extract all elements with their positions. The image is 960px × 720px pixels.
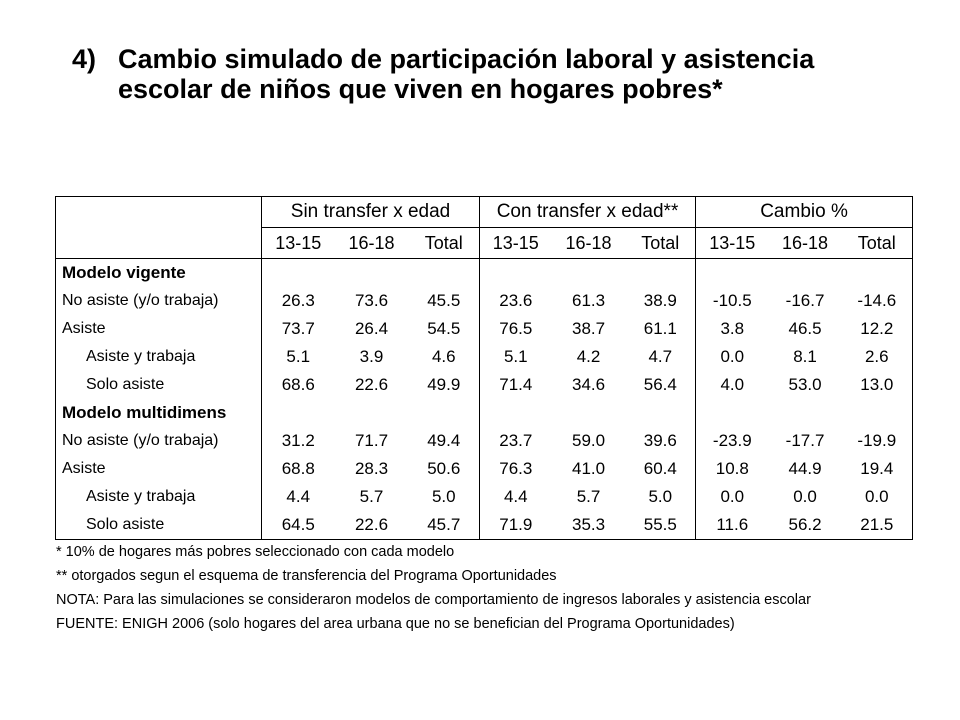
table-cell: 46.5 [788,319,822,338]
table-cell: 45.5 [409,287,480,315]
table-cell: 50.6 [409,455,480,483]
header-corner [56,197,262,228]
table-cell: 31.2 [281,431,315,450]
table-cell: 38.7 [571,319,606,338]
table-cell: 12.2 [842,315,913,343]
footnotes [56,540,936,636]
table-cell: 0.0 [720,347,745,366]
footnote: ** otorgados segun el esquema de transferencia del Programa Oportunidades [56,568,557,584]
table-cell: 71.7 [354,431,389,450]
table-cell: 5.0 [409,483,480,511]
table-cell: 68.6 [281,375,315,394]
table-row [56,511,913,540]
section-title: Modelo vigente [56,259,262,288]
results-table [55,196,913,540]
table-cell: 19.4 [842,455,913,483]
subheader-cell: Total [409,228,480,259]
table-cell: 3.8 [720,319,745,338]
table-cell: 76.5 [499,319,533,338]
table-cell: 56.2 [769,511,842,540]
subheader-cell: 13-15 [262,228,335,259]
row-label: Solo asiste [56,371,262,399]
table-cell: 49.9 [409,371,480,399]
section-row [56,259,913,288]
table-cell: 26.4 [354,319,389,338]
table-cell: 4.7 [626,343,696,371]
subheader-cell: 16-18 [335,228,409,259]
table-cell: 4.4 [286,487,311,506]
table-cell: 68.8 [281,459,315,478]
table-cell: 5.7 [576,487,601,506]
subheader-cell: 13-15 [480,228,552,259]
table-cell: 64.5 [262,511,335,540]
title-line-1: Cambio simulado de participación laboral y asistencia [118,44,815,74]
table-cell: 54.5 [409,315,480,343]
footnote: * 10% de hogares más pobres seleccionado con cada modelo [56,544,455,560]
table-cell: 5.1 [503,347,528,366]
table-cell: 2.6 [842,343,913,371]
table-cell: -19.9 [842,427,913,455]
group-header-row [56,197,913,228]
table-row [56,455,913,483]
subheader-cell: Total [842,228,913,259]
table-cell: 4.4 [503,487,528,506]
table-row [56,427,913,455]
table-cell: 22.6 [335,511,409,540]
table-cell: -23.9 [712,431,752,450]
table-row [56,315,913,343]
table-cell: 45.7 [409,511,480,540]
title-text [118,44,918,104]
table-cell: 4.2 [576,347,601,366]
table-cell: 35.3 [552,511,626,540]
row-label: Asiste [56,315,262,343]
row-label: Asiste y trabaja [56,483,262,511]
title-number: 4) [72,44,97,74]
group-header-cambio: Cambio % [696,197,913,228]
footnote: FUENTE: ENIGH 2006 (solo hogares del area urbana que no se benefician del Programa Oportunidades) [56,616,735,632]
table-cell: 10.8 [715,459,749,478]
subheader-row [56,228,913,259]
table-cell: 0.0 [842,483,913,511]
title-line-2: escolar de niños que viven en hogares pobres* [118,74,723,104]
table-cell: 61.1 [626,315,696,343]
table-cell: 41.0 [571,459,606,478]
row-label: Asiste y trabaja [56,343,262,371]
table-cell: 73.6 [354,291,389,310]
table-cell: 0.0 [720,487,745,506]
table-row [56,483,913,511]
subheader-cell: Total [626,228,696,259]
table-row [56,343,913,371]
subheader-cell: 13-15 [696,228,769,259]
row-label: Solo asiste [56,511,262,540]
table-cell: 76.3 [499,459,533,478]
table-cell: 23.6 [499,291,533,310]
table-cell: 26.3 [281,291,315,310]
table-cell: 4.0 [720,375,745,394]
table-cell: 13.0 [842,371,913,399]
subheader-cell: 16-18 [552,228,626,259]
table-cell: 59.0 [571,431,606,450]
table-cell: 55.5 [626,511,696,540]
table-cell: 5.0 [626,483,696,511]
table-cell: 28.3 [354,459,389,478]
table-cell: 60.4 [626,455,696,483]
table-cell: 11.6 [696,511,769,540]
table-cell: 23.7 [499,431,533,450]
table-cell: 0.0 [793,487,817,506]
table-cell: 61.3 [571,291,606,310]
table-cell: 44.9 [788,459,822,478]
table-row [56,371,913,399]
table-cell: 22.6 [354,375,389,394]
table-cell: 73.7 [281,319,315,338]
table-cell: 5.1 [286,347,311,366]
section-row [56,399,913,427]
table-cell: 71.4 [499,375,533,394]
footnote: NOTA: Para las simulaciones se consideraron modelos de comportamiento de ingresos laborales y asistencia escolar [56,592,811,608]
table-cell: -14.6 [842,287,913,315]
table-cell: 4.6 [409,343,480,371]
subheader-cell: 16-18 [769,228,842,259]
table-cell: 71.9 [480,511,552,540]
table-row [56,287,913,315]
table-cell: -17.7 [785,431,825,450]
table-cell: 34.6 [571,375,606,394]
header-corner-lower [56,228,262,259]
group-header-sin-transfer: Sin transfer x edad [262,197,480,228]
table-cell: 53.0 [788,375,822,394]
row-label: No asiste (y/o trabaja) [56,287,262,315]
table-cell: 39.6 [626,427,696,455]
table-cell: -10.5 [712,291,752,310]
section-title: Modelo multidimens [56,399,262,427]
row-label: Asiste [56,455,262,483]
row-label: No asiste (y/o trabaja) [56,427,262,455]
table-cell: 49.4 [409,427,480,455]
table-cell: 56.4 [626,371,696,399]
table-cell: 5.7 [359,487,384,506]
table-cell: 38.9 [626,287,696,315]
group-header-con-transfer: Con transfer x edad** [480,197,696,228]
table-cell: -16.7 [785,291,825,310]
table-cell: 3.9 [359,347,384,366]
table-cell: 21.5 [842,511,913,540]
table-cell: 8.1 [793,347,817,366]
